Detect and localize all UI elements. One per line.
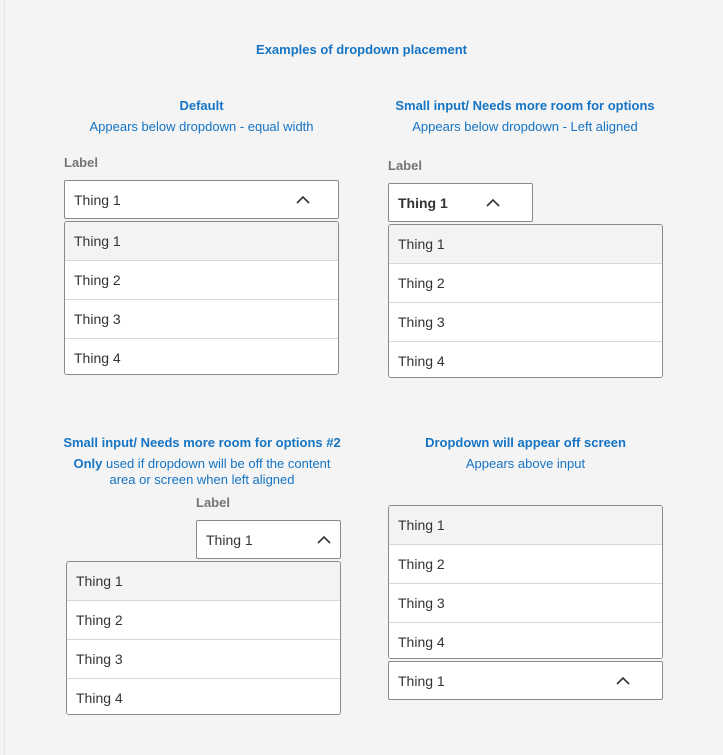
dropdown-option[interactable]: Thing 3 bbox=[389, 584, 662, 623]
dropdown-option[interactable]: Thing 1 bbox=[389, 506, 662, 545]
dropdown-option[interactable]: Thing 4 bbox=[389, 623, 662, 659]
dropdown-label: Label bbox=[196, 495, 230, 510]
example-above-subtitle: Appears above input bbox=[465, 456, 586, 471]
subtitle-text: used if dropdown will be off the content bbox=[106, 456, 331, 471]
dropdown-value: Thing 1 bbox=[74, 191, 121, 208]
dropdown-menu bbox=[388, 505, 663, 659]
dropdown-input[interactable] bbox=[196, 520, 341, 559]
dropdown-value: Thing 1 bbox=[398, 672, 445, 689]
dropdown-option[interactable]: Thing 2 bbox=[389, 264, 662, 303]
dropdown-option[interactable]: Thing 4 bbox=[67, 679, 340, 715]
dropdown-option[interactable]: Thing 4 bbox=[65, 339, 338, 375]
example-small-input-title: Small input/ Needs more room for options bbox=[395, 98, 655, 113]
example-default-title: Default bbox=[179, 98, 224, 113]
example-default-subtitle: Appears below dropdown - equal width bbox=[89, 119, 314, 134]
dropdown-option[interactable]: Thing 2 bbox=[65, 261, 338, 300]
example-small-input-2-title: Small input/ Needs more room for options #2 bbox=[63, 435, 341, 450]
dropdown-label: Label bbox=[64, 155, 98, 170]
dropdown-input[interactable] bbox=[64, 180, 339, 219]
chevron-up-icon[interactable] bbox=[296, 195, 310, 205]
dropdown-input[interactable] bbox=[388, 183, 533, 222]
dropdown-option[interactable]: Thing 1 bbox=[67, 562, 340, 601]
dropdown-label: Label bbox=[388, 158, 422, 173]
dropdown-option[interactable]: Thing 1 bbox=[65, 222, 338, 261]
dropdown-value: Thing 1 bbox=[398, 194, 448, 211]
example-small-input-2-subtitle bbox=[52, 456, 352, 488]
dropdown-option[interactable]: Thing 1 bbox=[389, 225, 662, 264]
dropdown-option[interactable]: Thing 2 bbox=[67, 601, 340, 640]
dropdown-menu bbox=[388, 224, 663, 378]
chevron-up-icon[interactable] bbox=[486, 198, 500, 208]
dropdown-option[interactable]: Thing 3 bbox=[65, 300, 338, 339]
chevron-up-icon[interactable] bbox=[616, 676, 630, 686]
example-above-title: Dropdown will appear off screen bbox=[425, 435, 626, 450]
chevron-up-icon[interactable] bbox=[317, 535, 331, 545]
subtitle-text-line2: area or screen when left aligned bbox=[109, 472, 295, 487]
dropdown-option[interactable]: Thing 4 bbox=[389, 342, 662, 378]
subtitle-emphasis: Only bbox=[73, 456, 103, 471]
dropdown-menu bbox=[66, 561, 341, 715]
page-title: Examples of dropdown placement bbox=[256, 42, 467, 57]
dropdown-option[interactable]: Thing 2 bbox=[389, 545, 662, 584]
dropdown-option[interactable]: Thing 3 bbox=[389, 303, 662, 342]
dropdown-option[interactable]: Thing 3 bbox=[67, 640, 340, 679]
example-small-input-subtitle: Appears below dropdown - Left aligned bbox=[412, 119, 638, 134]
dropdown-input[interactable] bbox=[388, 661, 663, 700]
dropdown-menu bbox=[64, 221, 339, 375]
dropdown-value: Thing 1 bbox=[206, 531, 253, 548]
